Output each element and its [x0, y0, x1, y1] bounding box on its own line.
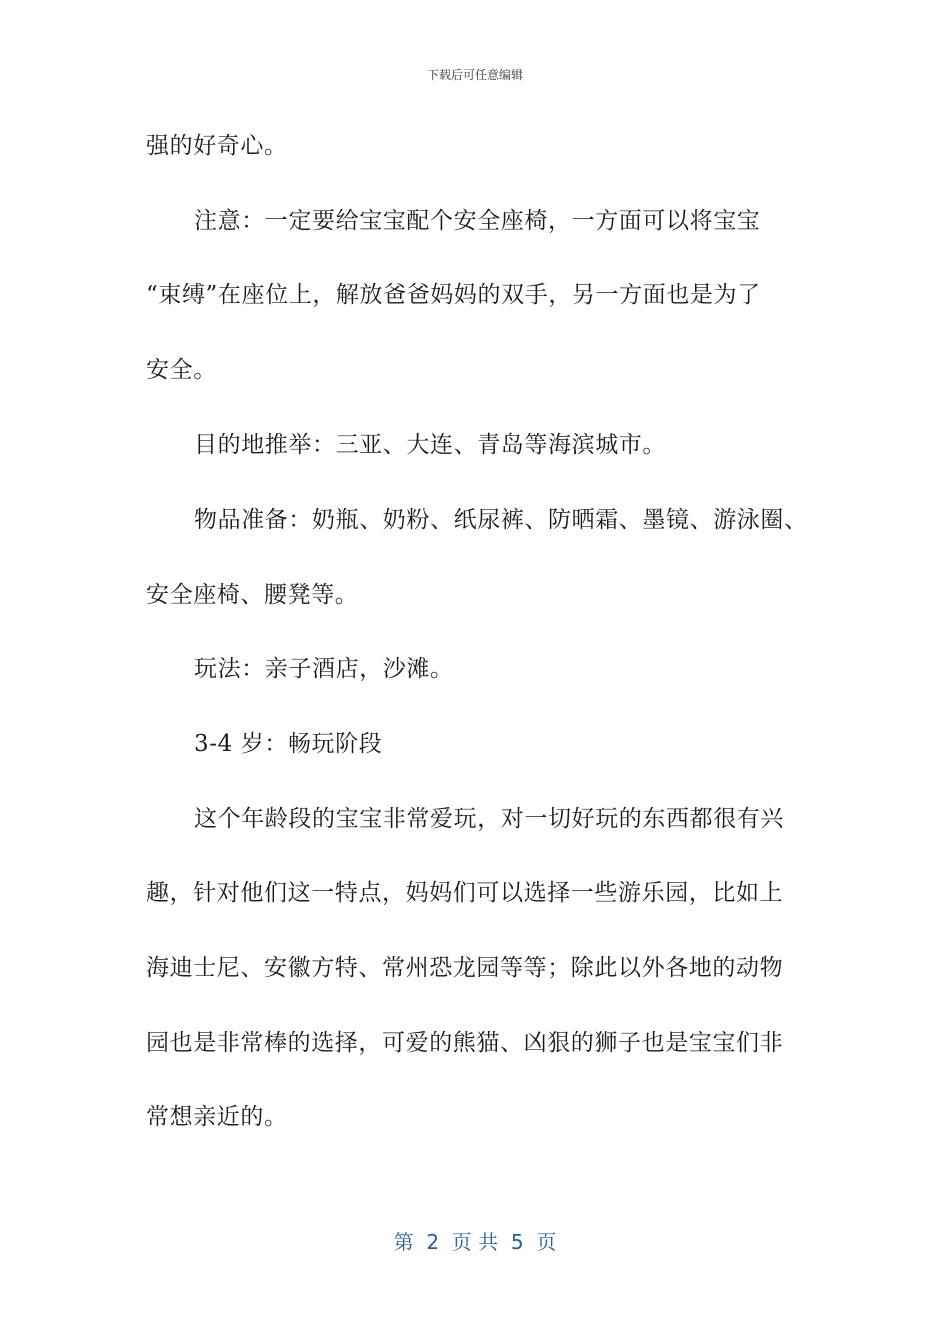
text-line: 海迪士尼、安徽方特、常州恐龙园等等；除此以外各地的动物 [146, 955, 784, 981]
text-line: 安全。 [146, 357, 217, 383]
section-heading: 3-4 岁：畅玩阶段 [194, 731, 383, 757]
text-line: 物品准备：奶瓶、奶粉、纸尿裤、防晒霜、墨镜、游泳圈、 [194, 507, 808, 533]
text-line: 园也是非常棒的选择，可爱的熊猫、凶狠的狮子也是宝宝们非 [146, 1030, 784, 1056]
page-header: 下载后可任意编辑 [426, 68, 523, 82]
text-line: 注意：一定要给宝宝配个安全座椅，一方面可以将宝宝 [194, 208, 761, 234]
text-line: 玩法：亲子酒店，沙滩。 [194, 656, 454, 682]
text-line: 这个年龄段的宝宝非常爱玩，对一切好玩的东西都很有兴 [194, 806, 784, 832]
text-line: “束缚”在座位上，解放爸爸妈妈的双手，另一方面也是为了 [146, 282, 761, 308]
text-line: 安全座椅、腰凳等。 [146, 582, 359, 608]
text-line: 常想亲近的。 [146, 1104, 288, 1130]
text-line: 强的好奇心。 [146, 133, 288, 159]
text-line: 目的地推举：三亚、大连、青岛等海滨城市。 [194, 432, 666, 458]
page-number: 第 2 页 共 5 页 [393, 1230, 557, 1254]
text-line: 趣，针对他们这一特点，妈妈们可以选择一些游乐园，比如上 [146, 880, 784, 906]
